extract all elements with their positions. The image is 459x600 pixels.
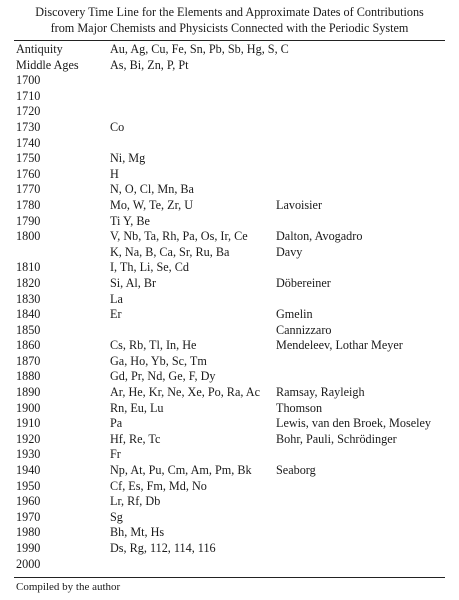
elements-cell: I, Th, Li, Se, Cd — [110, 260, 189, 275]
table-row — [0, 167, 459, 183]
period-cell: Antiquity — [16, 42, 63, 56]
table-row — [0, 369, 459, 385]
contributors-cell: Bohr, Pauli, Schrödinger — [276, 431, 397, 446]
table-row — [0, 214, 459, 230]
period-cell: 1750 — [16, 151, 41, 166]
table-row — [0, 151, 459, 167]
contributors-cell: Dalton, Avogadro — [276, 229, 363, 244]
elements-cell: V, Nb, Ta, Rh, Pa, Os, Ir, Ce — [110, 229, 248, 244]
table-row — [0, 541, 459, 557]
contributors-cell: Seaborg — [276, 463, 316, 478]
elements-cell: Gd, Pr, Nd, Ge, F, Dy — [110, 369, 216, 384]
table-row — [0, 432, 459, 448]
table-row — [0, 136, 459, 152]
elements-cell: Lr, Rf, Db — [110, 494, 161, 509]
table-row — [0, 385, 459, 401]
elements-cell: Ds, Rg, 112, 114, 116 — [110, 541, 216, 555]
elements-cell: Co — [110, 119, 125, 134]
table-row — [0, 525, 459, 541]
table-row — [0, 416, 459, 432]
table-row — [0, 292, 459, 308]
contributors-cell: Lavoisier — [276, 197, 323, 212]
period-cell: 1960 — [16, 494, 41, 509]
table-row — [0, 338, 459, 354]
elements-cell: Pa — [110, 416, 123, 431]
table-caption — [0, 5, 459, 36]
elements-cell: Ga, Ho, Yb, Sc, Tm — [110, 353, 207, 368]
elements-cell: Si, Al, Br — [110, 275, 157, 290]
period-cell: 1890 — [16, 385, 41, 400]
period-cell: 1880 — [16, 369, 41, 384]
table-row — [0, 73, 459, 89]
footnote: Compiled by the author — [16, 581, 121, 593]
table-row — [0, 198, 459, 214]
contributors-cell: Ramsay, Rayleigh — [276, 385, 365, 400]
table-row — [0, 229, 459, 245]
table-row — [0, 276, 459, 292]
elements-cell: Hf, Re, Tc — [110, 431, 161, 446]
table-row — [0, 260, 459, 276]
top-rule — [14, 40, 445, 41]
period-cell: 1940 — [16, 463, 41, 478]
contributors-cell: Thomson — [276, 400, 323, 415]
period-cell: 1990 — [16, 541, 41, 555]
period-cell: 1860 — [16, 338, 41, 353]
table-row — [0, 58, 459, 74]
period-cell: 1770 — [16, 182, 41, 197]
table-row — [0, 245, 459, 261]
period-cell: 1910 — [16, 416, 41, 431]
table-row — [0, 510, 459, 526]
bottom-rule — [14, 577, 445, 578]
table-row — [0, 354, 459, 370]
period-cell: 1930 — [16, 447, 41, 462]
contributors-cell: Mendeleev, Lothar Meyer — [276, 338, 403, 353]
table-row — [0, 120, 459, 136]
timeline-table — [0, 42, 459, 572]
contributors-cell: Döbereiner — [276, 275, 331, 290]
elements-cell: Ar, He, Kr, Ne, Xe, Po, Ra, Ac — [110, 385, 260, 400]
elements-cell: Ni, Mg — [110, 151, 146, 166]
caption-line-2: from Major Chemists and Physicists Connected with the Periodic System — [50, 20, 409, 35]
period-cell: 2000 — [16, 556, 41, 571]
elements-cell: Fr — [110, 447, 121, 462]
caption-line-1: Discovery Time Line for the Elements and Approximate Dates of Contributions — [35, 5, 424, 19]
elements-cell: K, Na, B, Ca, Sr, Ru, Ba — [110, 244, 230, 259]
contributors-cell: Cannizzaro — [276, 322, 332, 337]
period-cell: 1760 — [16, 166, 41, 181]
contributors-cell: Lewis, van den Broek, Moseley — [276, 416, 432, 431]
elements-cell: Bh, Mt, Hs — [110, 525, 165, 540]
period-cell: 1800 — [16, 229, 41, 244]
elements-cell: Ti Y, Be — [110, 213, 150, 228]
contributors-cell: Gmelin — [276, 307, 313, 322]
period-cell: 1820 — [16, 275, 41, 290]
period-cell: 1700 — [16, 73, 41, 88]
table-row — [0, 89, 459, 105]
elements-cell: N, O, Cl, Mn, Ba — [110, 182, 194, 197]
elements-cell: Au, Ag, Cu, Fe, Sn, Pb, Sb, Hg, S, C — [110, 42, 289, 56]
elements-cell: Er — [110, 307, 122, 322]
table-row — [0, 479, 459, 495]
table-row — [0, 42, 459, 58]
table-row — [0, 182, 459, 198]
table-row — [0, 323, 459, 339]
table-row — [0, 307, 459, 323]
period-cell: 1900 — [16, 400, 41, 415]
elements-cell: Np, At, Pu, Cm, Am, Pm, Bk — [110, 463, 252, 478]
period-cell: 1870 — [16, 353, 41, 368]
period-cell: 1710 — [16, 88, 41, 103]
elements-cell: Cf, Es, Fm, Md, No — [110, 478, 207, 493]
period-cell: 1850 — [16, 322, 41, 337]
period-cell: 1740 — [16, 135, 41, 150]
table-row — [0, 463, 459, 479]
elements-cell: As, Bi, Zn, P, Pt — [110, 57, 189, 72]
elements-cell: Rn, Eu, Lu — [110, 400, 164, 415]
period-cell: 1950 — [16, 478, 41, 493]
table-row — [0, 104, 459, 120]
elements-cell: La — [110, 291, 123, 306]
elements-cell: Sg — [110, 509, 123, 524]
period-cell: 1920 — [16, 431, 41, 446]
period-cell: 1970 — [16, 509, 41, 524]
table-row — [0, 401, 459, 417]
period-cell: 1840 — [16, 307, 41, 322]
period-cell: 1790 — [16, 213, 41, 228]
elements-cell: H — [110, 166, 119, 181]
period-cell: 1720 — [16, 104, 41, 119]
period-cell: Middle Ages — [16, 57, 79, 72]
contributors-cell: Davy — [276, 244, 303, 259]
period-cell: 1780 — [16, 197, 41, 212]
table-row — [0, 494, 459, 510]
table-row — [0, 557, 459, 573]
table-row — [0, 447, 459, 463]
period-cell: 1810 — [16, 260, 41, 275]
period-cell: 1730 — [16, 119, 41, 134]
period-cell: 1980 — [16, 525, 41, 540]
period-cell: 1830 — [16, 291, 41, 306]
elements-cell: Mo, W, Te, Zr, U — [110, 197, 194, 212]
elements-cell: Cs, Rb, Tl, In, He — [110, 338, 197, 353]
